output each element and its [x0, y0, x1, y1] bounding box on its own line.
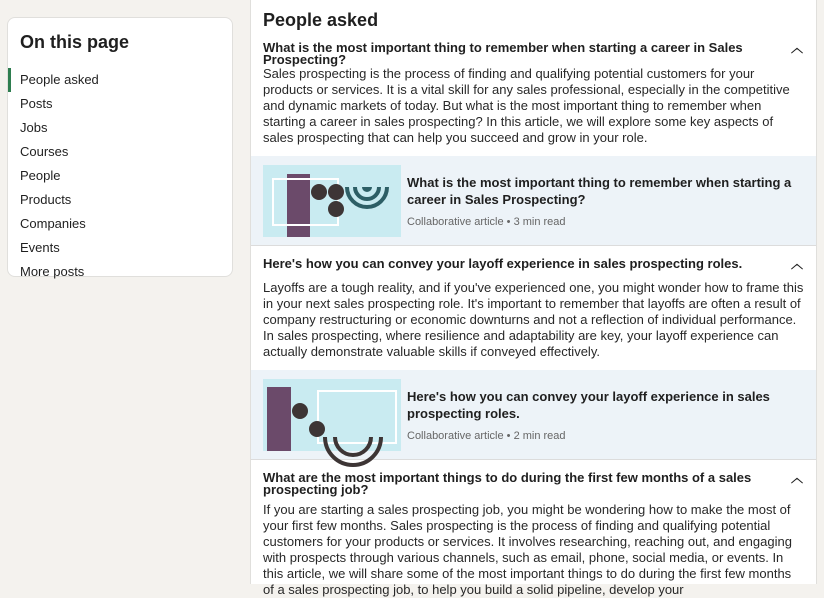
answer-text: If you are starting a sales prospecting job, you might be wondering how to make the most of your first few months. Sales prospecting is the process of finding and qualifying potential customers for your products or services. It involves researching, reaching out, and engaging with prospects through various channels, such as email, phone, social media, or events. In this article, we will share some of the most important things to do during the first few months of a sales prospecting job, to help you build a solid pipeline, develop your: [263, 502, 792, 597]
article-thumbnail: [263, 165, 401, 237]
answer-text: Sales prospecting is the process of finding and qualifying potential customers for your products or services. It is a vital skill for any sales professional, especially in the competitive and dynamic markets of today. But what is the most important thing to remember when starting a career in sales prospecting? In this article, we will explore some key aspects of sales prospecting that can help you succeed and grow in your role.: [263, 66, 790, 145]
question-text: What is the most important thing to remember when starting a career in Sales Prospecting?: [263, 40, 743, 67]
sidebar-item-people[interactable]: People: [20, 168, 61, 183]
section-title: People asked: [263, 10, 379, 30]
article-title[interactable]: What is the most important thing to remember when starting a career in Sales Prospecting?: [407, 174, 792, 207]
sidebar-nav: [8, 68, 232, 284]
sidebar-item-people-asked[interactable]: People asked: [8, 68, 232, 92]
sidebar-title: On this page: [20, 32, 130, 52]
question-text: What are the most important things to do during the first few months of a sales prospecting job?: [263, 470, 752, 497]
on-this-page-card: [7, 17, 233, 277]
sidebar-item-more-posts[interactable]: More posts: [20, 264, 85, 279]
sidebar-item-events[interactable]: Events: [20, 240, 60, 255]
chevron-up-icon[interactable]: ︿: [790, 471, 803, 485]
chevron-up-icon[interactable]: ︿: [790, 257, 803, 271]
chevron-up-icon[interactable]: ︿: [790, 41, 803, 55]
sidebar-item-courses[interactable]: Courses: [20, 144, 69, 159]
article-thumbnail: [263, 379, 401, 451]
question-toggle[interactable]: [251, 254, 816, 280]
sidebar-item-companies[interactable]: Companies: [20, 216, 86, 231]
article-meta: Collaborative article • 3 min read: [407, 215, 566, 228]
article-card[interactable]: [251, 156, 816, 246]
sidebar-item-jobs[interactable]: Jobs: [20, 120, 48, 135]
sidebar-item-posts[interactable]: Posts: [20, 96, 53, 111]
sidebar-item-products[interactable]: Products: [20, 192, 72, 207]
question-text: Here's how you can convey your layoff experience in sales prospecting roles.: [263, 256, 743, 271]
question-toggle[interactable]: [251, 38, 816, 66]
people-asked-section: [250, 0, 817, 597]
article-meta: Collaborative article • 2 min read: [407, 429, 566, 442]
article-title[interactable]: Here's how you can convey your layoff experience in sales prospecting roles.: [407, 388, 770, 421]
article-card[interactable]: [251, 370, 816, 460]
answer-text: Layoffs are a tough reality, and if you've experienced one, you might wonder how to frame this in your next sales prospecting role. It's important to remember that layoffs are often a result of company restructuring or economic downturns and not a reflection of individual performance. In sales prospecting, where resilience and adaptability are key, your layoff experience can actually demonstrate valuable skills if conveyed effectively.: [263, 280, 804, 359]
question-toggle[interactable]: [251, 468, 816, 502]
